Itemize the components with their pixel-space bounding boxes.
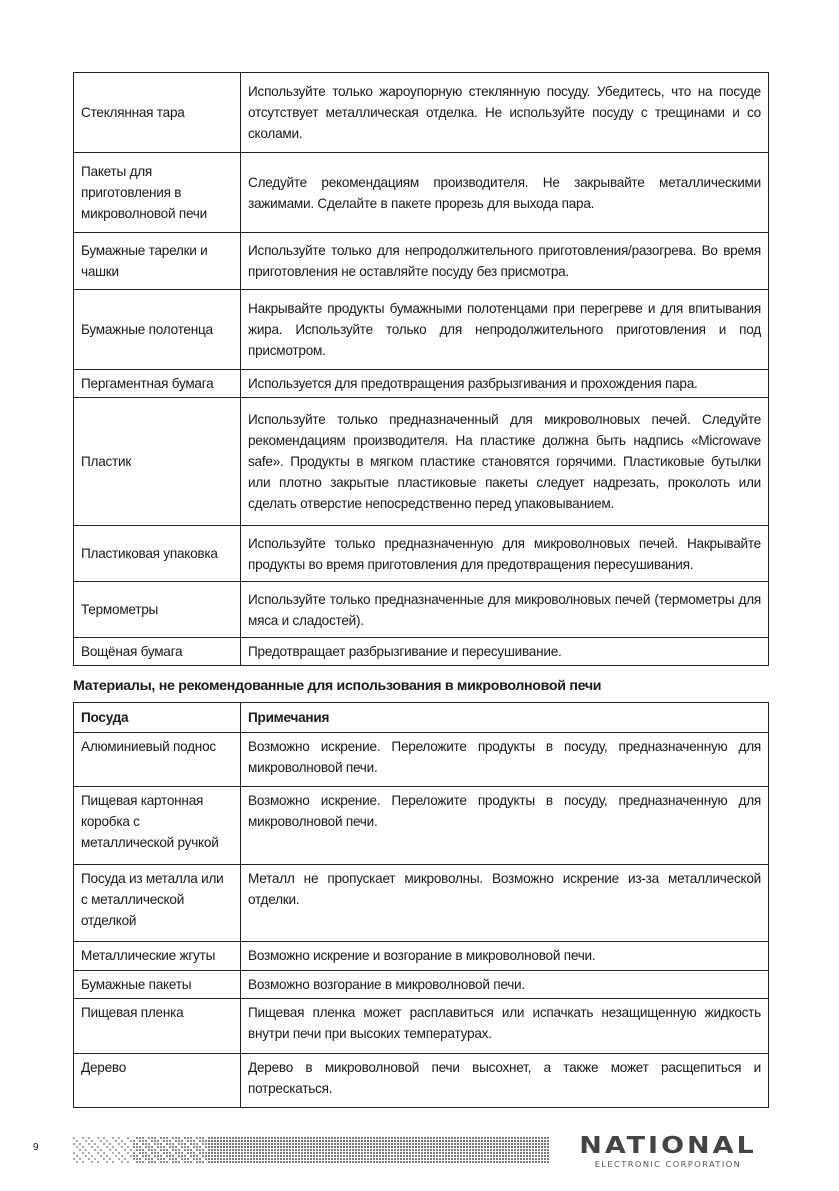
material-note: Используется для предотвращения разбрызгивания и прохождения пара. [241, 370, 769, 398]
table-row [74, 290, 769, 370]
recommended-materials-table [73, 72, 769, 666]
material-note: Используйте только для непродолжительного приготовления/разогрева. Во время приготовления не оставляйте посуду без присмотра. [241, 233, 769, 290]
material-note: Используйте только предназначенную для микроволновых печей. Накрывайте продукты во время приготовления для предотвращения пересушивания. [241, 526, 769, 582]
column-header-dishware: Посуда [74, 703, 241, 733]
material-name: Термометры [74, 582, 241, 638]
material-name: Вощёная бумага [74, 638, 241, 666]
dotted-pattern-decoration [73, 1137, 551, 1165]
table-row [74, 1054, 769, 1108]
logo-main-text: NATIONAL [579, 1132, 757, 1159]
material-name: Бумажные пакеты [74, 971, 241, 999]
table-header-row [74, 703, 769, 733]
material-note: Пищевая пленка может расплавиться или испачкать незащищенную жидкость внутри печи при высоких температурах. [241, 999, 769, 1054]
material-note: Дерево в микроволновой печи высохнет, а также может расщепиться и потрескаться. [241, 1054, 769, 1108]
material-name: Пластик [74, 398, 241, 526]
table-row [74, 398, 769, 526]
material-name: Стеклянная тара [74, 73, 241, 153]
material-note: Накрывайте продукты бумажными полотенцами при перегреве и для впитывания жира. Используйте только для непродолжительного приготовления и под присмотром. [241, 290, 769, 370]
material-name: Металлические жгуты [74, 942, 241, 971]
material-note: Возможно возгорание в микроволновой печи. [241, 971, 769, 999]
material-note: Используйте только предназначенные для микроволновых печей (термометры для мяса и сладостей). [241, 582, 769, 638]
material-name: Бумажные полотенца [74, 290, 241, 370]
material-name: Алюминиевый поднос [74, 733, 241, 787]
material-name: Посуда из металла или с металлической отделкой [74, 865, 241, 942]
material-name: Пакеты для приготовления в микроволновой печи [74, 153, 241, 233]
table-row [74, 865, 769, 942]
table-row [74, 971, 769, 999]
table-row [74, 526, 769, 582]
material-note: Предотвращает разбрызгивание и пересушивание. [241, 638, 769, 666]
material-name: Пластиковая упаковка [74, 526, 241, 582]
material-note: Возможно искрение. Переложите продукты в посуду, предназначенную для микроволновой печи. [241, 787, 769, 865]
material-note: Используйте только жароупорную стеклянную посуду. Убедитесь, что на посуде отсутствует металлическая отделка. Не используйте посуду с трещинами и со сколами. [241, 73, 769, 153]
brand-logo [565, 1133, 771, 1169]
page-number: 9 [33, 1142, 39, 1153]
table-row [74, 787, 769, 865]
table-row [74, 233, 769, 290]
table-row [74, 73, 769, 153]
table-row [74, 638, 769, 666]
not-recommended-materials-table [73, 702, 769, 1108]
column-header-notes: Примечания [241, 703, 769, 733]
table-row [74, 733, 769, 787]
material-name: Дерево [74, 1054, 241, 1108]
material-note: Возможно искрение и возгорание в микроволновой печи. [241, 942, 769, 971]
section-heading: Материалы, не рекомендованные для использования в микроволновой печи [73, 678, 602, 694]
material-name: Пергаментная бумага [74, 370, 241, 398]
table-row [74, 153, 769, 233]
table-row [74, 370, 769, 398]
table-row [74, 942, 769, 971]
material-name: Бумажные тарелки и чашки [74, 233, 241, 290]
material-name: Пищевая пленка [74, 999, 241, 1054]
material-name: Пищевая картонная коробка с металлической ручкой [74, 787, 241, 865]
logo-sub-text: ELECTRONIC CORPORATION [594, 1159, 742, 1169]
material-note: Возможно искрение. Переложите продукты в посуду, предназначенную для микроволновой печи. [241, 733, 769, 787]
material-note: Металл не пропускает микроволны. Возможно искрение из-за металлической отделки. [241, 865, 769, 942]
material-note: Следуйте рекомендациям производителя. Не закрывайте металлическими зажимами. Сделайте в пакете прорезь для выхода пара. [241, 153, 769, 233]
material-note: Используйте только предназначенный для микроволновых печей. Следуйте рекомендациям производителя. На пластике должна быть надпись «Microwave safe». Продукты в мягком пластике становятся горячими. Пластиковые бутылки или плотно закрытые пластиковые пакеты следует надрезать, проколоть или сделать отверстие непосредственно перед упаковыванием. [241, 398, 769, 526]
table-row [74, 582, 769, 638]
table-row [74, 999, 769, 1054]
